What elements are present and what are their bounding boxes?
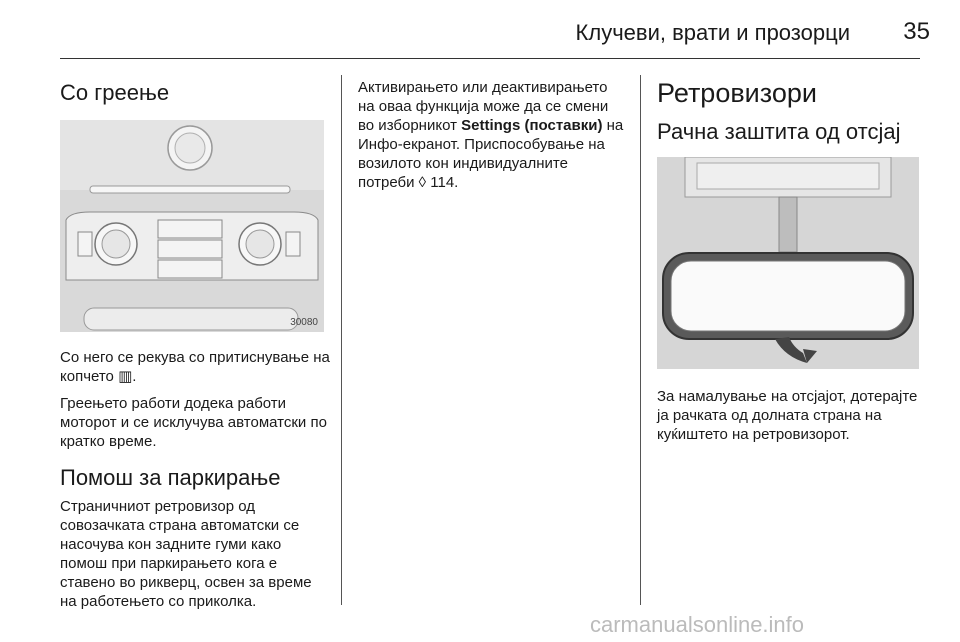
heating-paragraph-1: Со него се рекува со притиснување на копчето ▥. xyxy=(60,349,330,385)
settings-paragraph: Активирањето или деактивирањето на оваа функција може да се смени во изборникот Settings (поставки) на Инфо-екранот. Приспособување на возилото кон индивидуалните потреби ◊ 114. xyxy=(358,79,624,191)
section-heading-parking-assist: Помош за паркирање xyxy=(60,465,281,490)
page-number: 35 xyxy=(903,18,930,45)
watermark: carmanualsonline.info xyxy=(590,612,805,637)
anti-glare-paragraph: За намалување на отсјајот, дотерајте ја рачката од долната страна на куќиштето на ретровизорот. xyxy=(657,388,918,443)
figure-label: 30080 xyxy=(290,317,318,328)
subsection-title-anti-glare: Рачна заштита од отсјај xyxy=(657,119,901,144)
section-heading-heating: Со греење xyxy=(60,80,170,105)
rear-view-mirror-figure xyxy=(657,157,919,369)
column-divider-left xyxy=(341,75,342,605)
settings-menu-label: Settings (поставки) xyxy=(461,117,603,134)
climate-panel-figure xyxy=(60,120,324,332)
left-column xyxy=(60,80,332,611)
climate-panel-illustration xyxy=(60,120,324,332)
rear-window-heat-icon: ▥ xyxy=(118,368,133,385)
mirror-illustration xyxy=(657,157,919,369)
right-column xyxy=(657,78,921,444)
heating-paragraph-2: Греењето работи додека работи моторот и се исклучува автоматски по кратко време. xyxy=(60,395,327,450)
parking-assist-paragraph: Страничниот ретровизор од совозачката страна автоматски се насочува кон задните гуми како помош при паркирањето кога е ставено во рикверц, освен за време на работењето со приколка. xyxy=(60,498,312,610)
middle-column xyxy=(358,78,628,192)
column-divider-right xyxy=(640,75,641,605)
header-title: Клучеви, врати и прозорци xyxy=(575,20,850,45)
section-title-mirrors: Ретровизори xyxy=(657,78,817,108)
page-reference-number: 114. xyxy=(430,174,459,191)
page-reference-icon: ◊ xyxy=(418,174,427,191)
header-rule xyxy=(60,58,920,59)
